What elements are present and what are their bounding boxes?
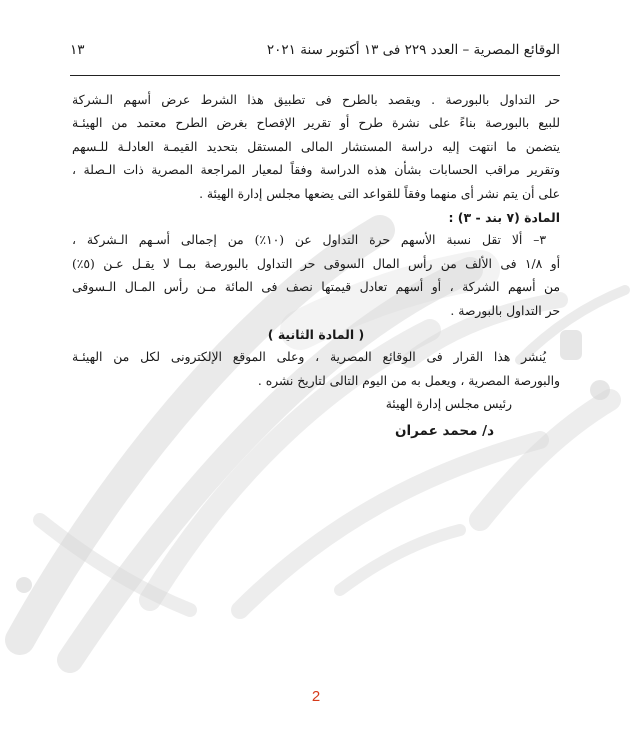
paragraph-line: على أن يتم نشر أى منهما وفقاً للقواعد التى يضعها مجلس إدارة الهيئة . (199, 186, 560, 201)
page-number: 2 (311, 688, 321, 705)
paragraph-line: يتضمن ما انتهت إليه دراسة المستشار المالى المستقل بتحديد القيمـة العادلـة للـسهم (72, 139, 560, 154)
paragraph-line: والبورصة المصرية ، ويعمل به من اليوم التالى لتاريخ نشره . (257, 373, 560, 388)
paragraph-line: حر التداول بالبورصة . (450, 303, 560, 318)
header-page-number: ١٣ (70, 42, 85, 58)
paragraph-line: وتقرير مراقب الحسابات بشأن هذه الدراسة وفقاً لمعيار المراجعة المصرية ذات الـصلة ، (72, 163, 560, 178)
signature-title: رئيس مجلس إدارة الهيئة (385, 397, 512, 412)
header-title: الوقائع المصرية – العدد ٢٢٩ فى ١٣ أكتوبر سنة ٢٠٢١ (266, 42, 560, 58)
paragraph-line: يُنشر هذا القرار فى الوقائع المصرية ، وعلى الموقع الإلكترونى لكل من الهيئـة (72, 350, 546, 365)
paragraph-line: حر التداول بالبورصة . ويقصد بالطرح فى تطبيق هذا الشرط عرض أسهم الـشركة (72, 93, 560, 107)
header-divider (70, 75, 560, 76)
paragraph-line: أو ١/٨ فى الألف من رأس المال السوقى حر التداول بالبورصة بمـا لا يقـل عـن (٥٪) (72, 256, 560, 271)
paragraph-line: للبيع بالبورصة بناءً على نشرة طرح أو تقرير الإفصاح بغرض الطرح معتمد من الهيئـة (72, 116, 560, 131)
signature-name: د/ محمد عمران (394, 423, 494, 440)
paragraph-line: ٣– ألا تقل نسبة الأسهم حرة التداول عن (١٠٪) من إجمالى أسـهم الـشركة ، (72, 233, 547, 248)
article-two-heading: ( المادة الثانية ) (267, 326, 365, 342)
article-reference-heading: المادة (٧ بند - ٣) : (448, 209, 560, 225)
document-body (72, 89, 560, 444)
page-header (70, 38, 560, 62)
paragraph-line: من أسهم الشركة ، أو أسهم تعادل قيمتها نصف فى المائة مـن رأس المـال الـسوقى (72, 280, 560, 295)
